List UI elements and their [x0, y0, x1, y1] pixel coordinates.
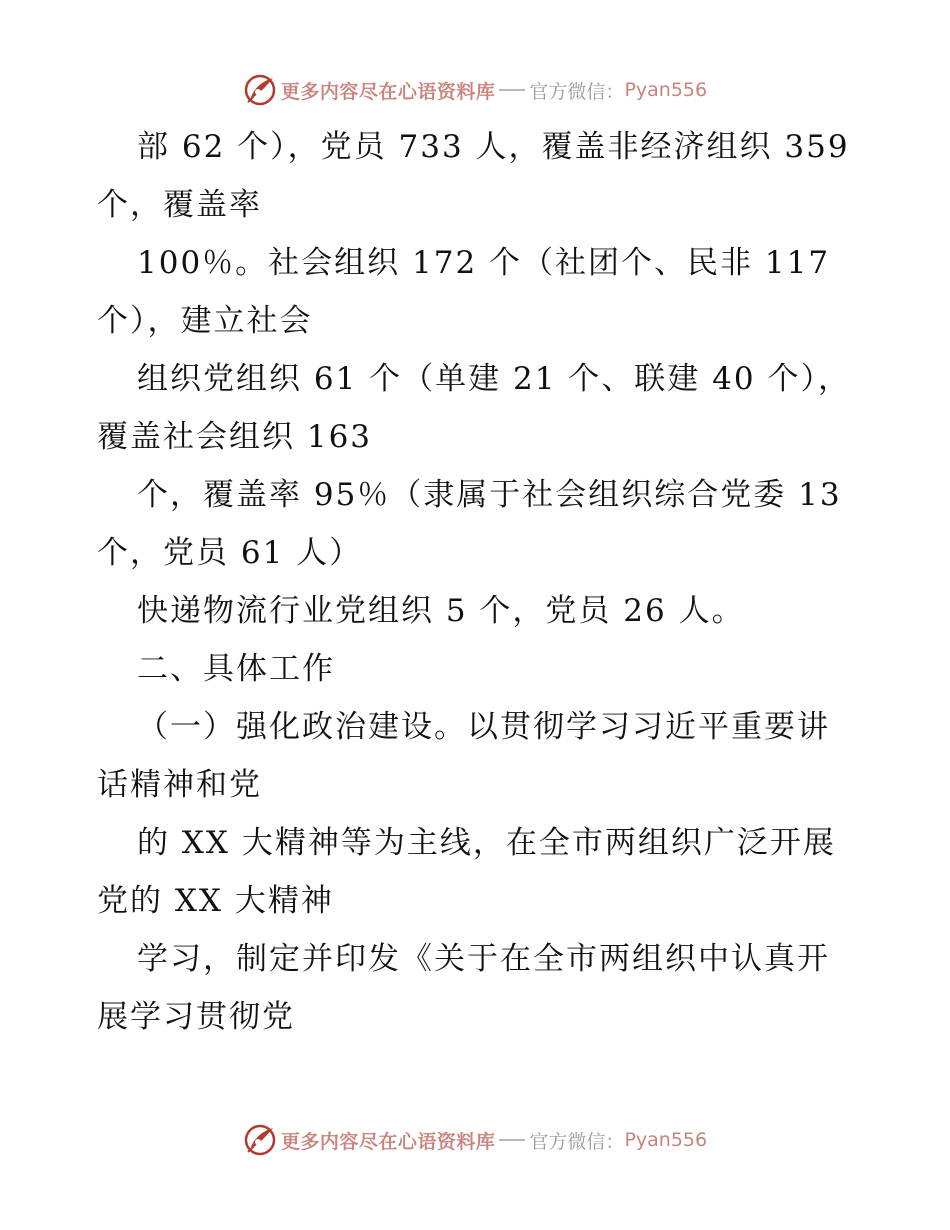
quill-logo-icon [243, 73, 277, 107]
text-line: （一）强化政治建设。以贯彻学习习近平重要讲 [137, 709, 830, 745]
header-watermark [0, 70, 950, 110]
quill-logo-icon [243, 1123, 277, 1157]
text-line: 个，覆盖率 95％（隶属于社会组织综合党委 13 [137, 477, 842, 513]
text-line: 党的 XX 大精神 [97, 883, 334, 919]
watermark-wechat-id: Pyan556 [624, 1129, 708, 1151]
text-line: 部 62 个），党员 733 人，覆盖非经济组织 359 [137, 129, 850, 165]
text-line: 话精神和党 [97, 767, 262, 803]
watermark-separator [499, 1139, 525, 1141]
watermark-separator [499, 89, 525, 91]
text-line: 组织党组织 61 个（单建 21 个、联建 40 个）， [137, 361, 851, 397]
text-line: 展学习贯彻党 [97, 999, 295, 1035]
watermark-brand: 更多内容尽在心语资料库 [280, 1130, 496, 1153]
text-line: 个，党员 61 人） [97, 535, 363, 571]
footer-watermark [0, 1120, 950, 1160]
text-line: 个，覆盖率 [97, 187, 262, 223]
text-line: 100％。社会组织 172 个（社团个、民非 117 [137, 245, 831, 281]
text-line: 的 XX 大精神等为主线，在全市两组织广泛开展 [137, 825, 836, 861]
watermark-label: 官方微信： [529, 80, 625, 103]
watermark-wechat-id: Pyan556 [624, 79, 708, 101]
text-line: 学习，制定并印发《关于在全市两组织中认真开 [137, 941, 830, 977]
text-line: 个），建立社会 [97, 303, 313, 339]
watermark-brand: 更多内容尽在心语资料库 [280, 80, 496, 103]
section-heading: 二、具体工作 [137, 651, 335, 687]
watermark-label: 官方微信： [529, 1130, 625, 1153]
text-line: 覆盖社会组织 163 [97, 419, 373, 455]
text-line: 快递物流行业党组织 5 个，党员 26 人。 [137, 593, 745, 629]
